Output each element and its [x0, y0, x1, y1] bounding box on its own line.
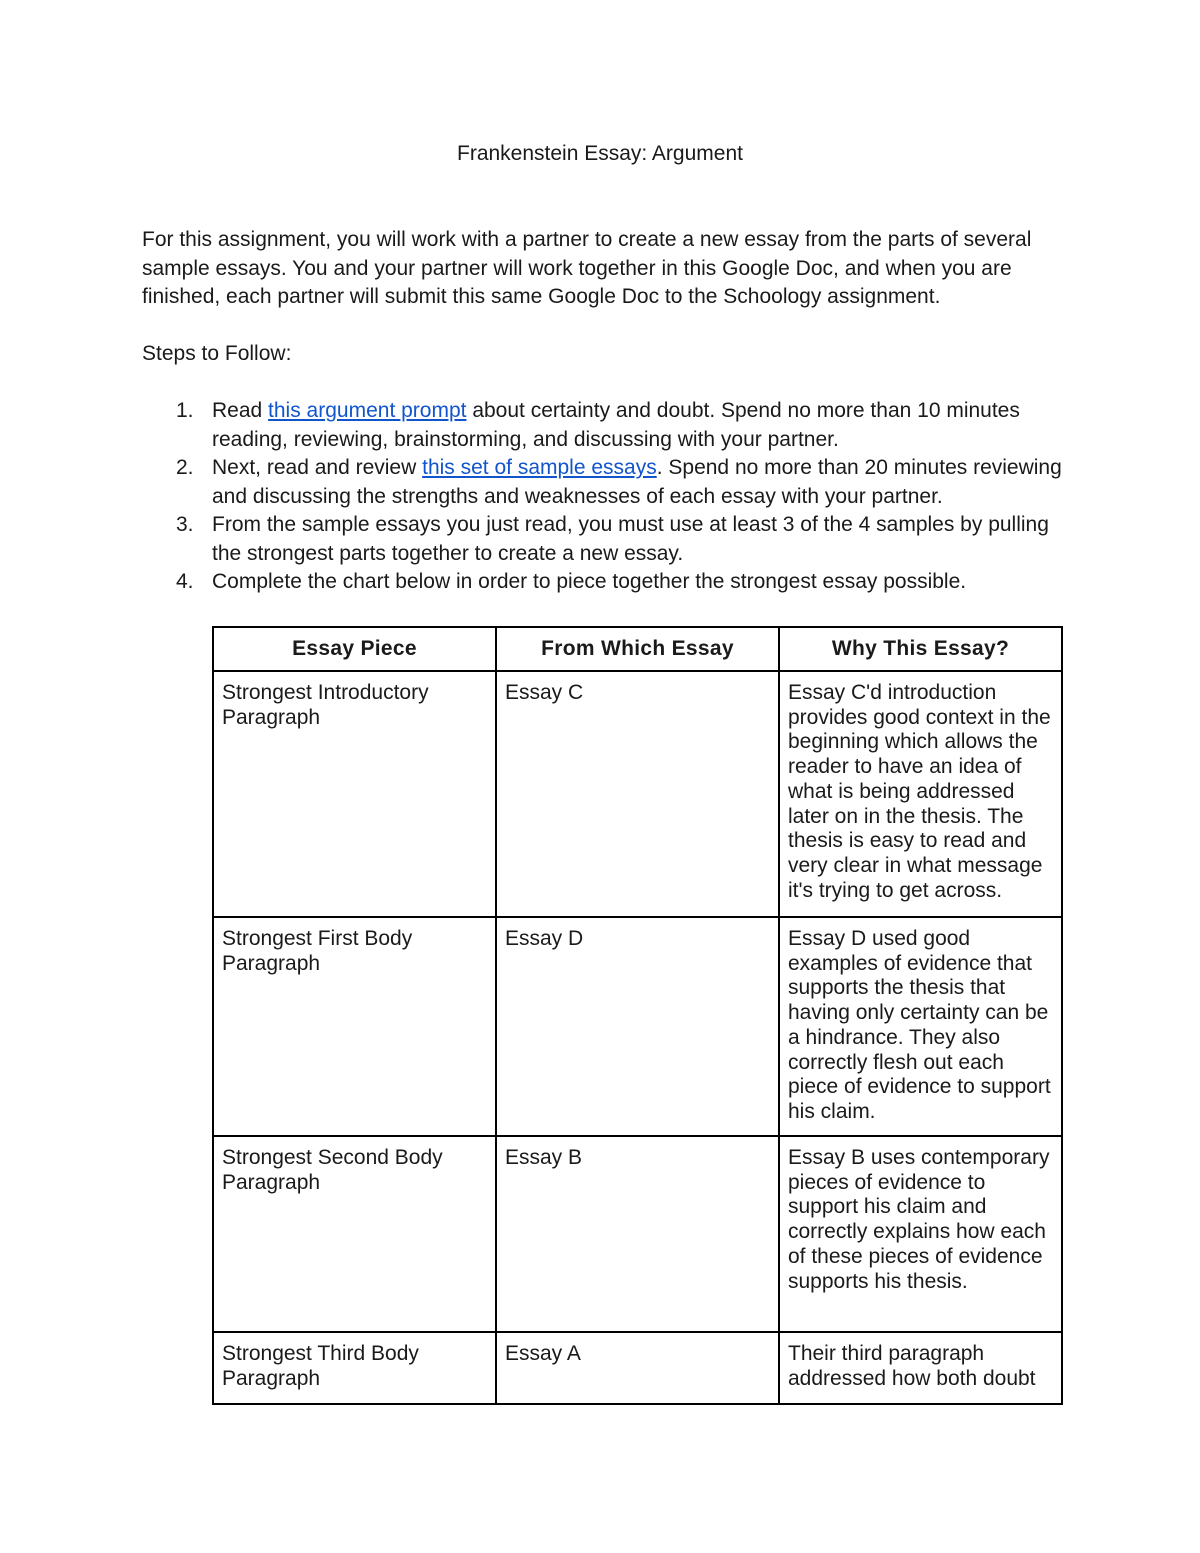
cell-from-which-essay: Essay B — [496, 1136, 779, 1332]
step-number: 3. — [176, 513, 194, 536]
cell-from-which-essay: Essay D — [496, 917, 779, 1136]
step-number: 4. — [176, 570, 194, 593]
table-row — [213, 917, 1062, 1136]
cell-why-this-essay: Their third paragraph addressed how both doubt — [779, 1332, 1062, 1404]
step-text: about certainty and doubt. Spend no more than 10 minutes reading, reviewing, brainstorming, and discussing with your partner. — [212, 399, 1020, 451]
step-text: . Spend no more than 20 minutes reviewing and discussing the strengths and weaknesses of each essay with your partner. — [212, 456, 1062, 508]
step-number: 2. — [176, 456, 194, 479]
table-row — [213, 1136, 1062, 1332]
argument-prompt-link[interactable]: this argument prompt — [268, 399, 467, 422]
step-item — [142, 511, 1082, 568]
intro-paragraph: For this assignment, you will work with a partner to create a new essay from the parts of several sample essays. You and your partner will work together in this Google Doc, and when you are finished, each partner will submit this same Google Doc to the Schoology assignment. — [142, 228, 1032, 308]
step-text: Complete the chart below in order to piece together the strongest essay possible. — [212, 570, 967, 593]
step-item — [142, 454, 1082, 511]
step-text: Read — [212, 399, 269, 422]
cell-essay-piece: Strongest Second Body Paragraph — [213, 1136, 496, 1332]
step-item — [142, 568, 1082, 597]
cell-essay-piece: Strongest Third Body Paragraph — [213, 1332, 496, 1404]
table-row — [213, 671, 1062, 917]
steps-list — [142, 397, 1082, 597]
table-header-row — [213, 627, 1062, 671]
cell-why-this-essay: Essay C'd introduction provides good context in the beginning which allows the reader to have an idea of what is being addressed later on in the thesis. The thesis is easy to read and very clear in what message it's trying to get across. — [779, 671, 1062, 917]
essay-chart-table — [212, 626, 1063, 1405]
step-text: From the sample essays you just read, you must use at least 3 of the 4 samples by pulling the strongest parts together to create a new essay. — [212, 513, 1049, 565]
sample-essays-link[interactable]: this set of sample essays — [422, 456, 657, 479]
table-row — [213, 1332, 1062, 1404]
header-from-which-essay: From Which Essay — [496, 627, 779, 671]
step-item — [142, 397, 1082, 454]
steps-heading: Steps to Follow: — [142, 342, 292, 365]
header-essay-piece: Essay Piece — [213, 627, 496, 671]
cell-why-this-essay: Essay D used good examples of evidence that supports the thesis that having only certainty can be a hindrance. They also correctly flesh out each piece of evidence to support his claim. — [779, 917, 1062, 1136]
header-why-this-essay: Why This Essay? — [779, 627, 1062, 671]
document-title: Frankenstein Essay: Argument — [457, 142, 743, 165]
cell-from-which-essay: Essay A — [496, 1332, 779, 1404]
cell-essay-piece: Strongest First Body Paragraph — [213, 917, 496, 1136]
step-number: 1. — [176, 399, 194, 422]
step-text: Next, read and review — [212, 456, 423, 479]
cell-from-which-essay: Essay C — [496, 671, 779, 917]
cell-why-this-essay: Essay B uses contemporary pieces of evidence to support his claim and correctly explains how each of these pieces of evidence supports his thesis. — [779, 1136, 1062, 1332]
cell-essay-piece: Strongest Introductory Paragraph — [213, 671, 496, 917]
